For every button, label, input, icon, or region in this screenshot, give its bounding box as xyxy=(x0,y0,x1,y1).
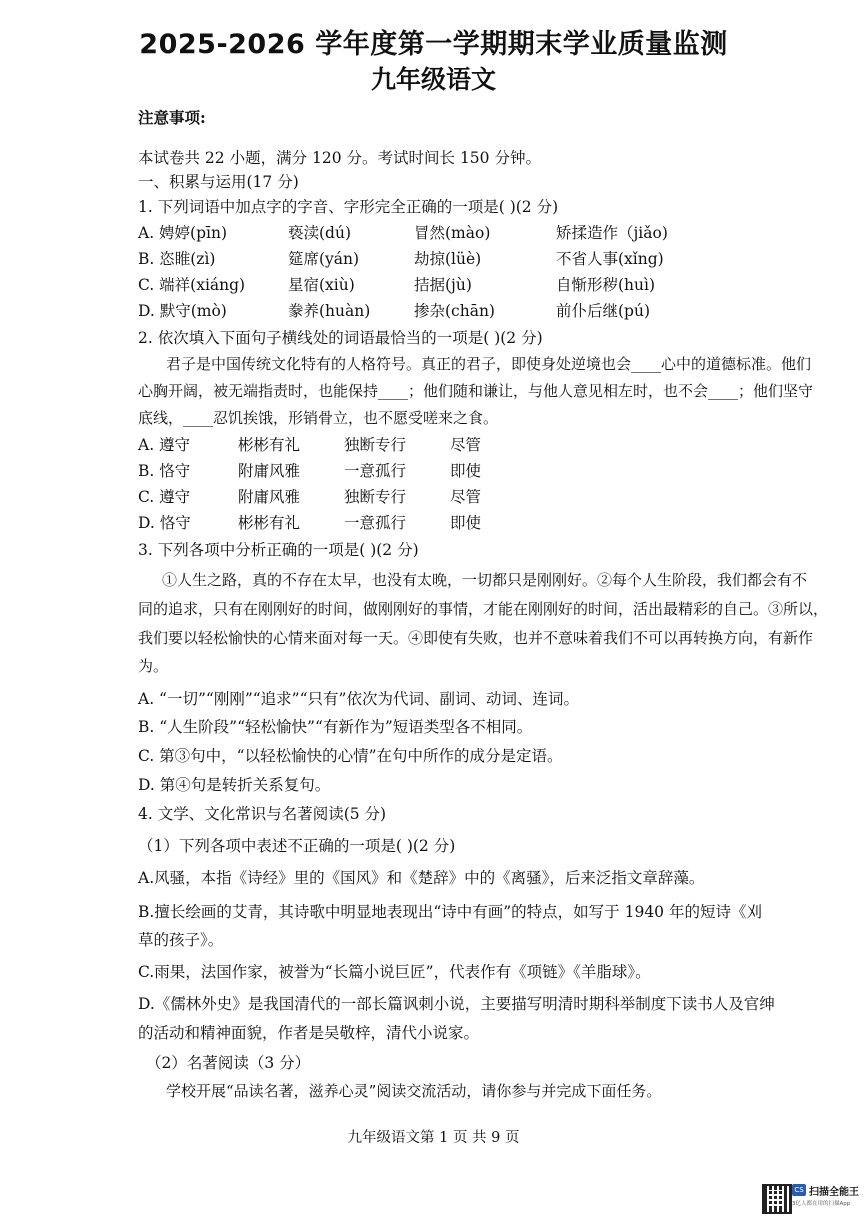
option-cell: 附庸风雅 xyxy=(238,462,301,480)
option-cell: 劫掠(lüè) xyxy=(414,250,482,268)
question-3-option-a: A. “一切”“刚刚”“追求”“只有”依次为代词、副词、动词、连词。 xyxy=(138,690,579,708)
option-cell: 拮据(jù) xyxy=(414,276,472,294)
exam-title: 2025-2026 学年度第一学期期末学业质量监测 xyxy=(139,29,728,60)
option-cell: 掺杂(chān) xyxy=(414,302,495,320)
option-cell: 彬彬有礼 xyxy=(238,436,301,454)
option-cell: 星宿(xiù) xyxy=(288,276,355,294)
question-3-passage-line: 为。 xyxy=(138,657,169,675)
question-2-passage-line: 心胸开阔，被无端指责时，也能保持____；他们随和谦让，与他人意见相左时，也不会____；他们坚守 xyxy=(138,382,814,400)
question-3-option-b: B. “人生阶段”“轻松愉快”“有新作为”短语类型各不相同。 xyxy=(138,718,533,736)
question-3-option-c: C. 第③句中，“以轻松愉快的心情”在句中所作的成分是定语。 xyxy=(138,747,563,765)
option-cell: C. 端祥(xiáng) xyxy=(138,276,246,294)
option-cell: 自惭形秽(huì) xyxy=(556,276,656,294)
question-4-sub1-option-a: A.风骚，本指《诗经》里的《国风》和《楚辞》中的《离骚》，后来泛指文章辞藻。 xyxy=(138,869,705,887)
exam-subtitle: 九年级语文 xyxy=(370,65,496,94)
qr-code-icon xyxy=(762,1184,792,1214)
question-4-sub1-option-d-cont: 的活动和精神面貌，作者是吴敬梓，清代小说家。 xyxy=(138,1024,480,1042)
question-4-sub1-option-d: D.《儒林外史》是我国清代的一部长篇讽刺小说，主要描写明清时期科举制度下读书人及官绅 xyxy=(138,995,775,1013)
option-cell: 独断专行 xyxy=(344,436,407,454)
notice-heading: 注意事项: xyxy=(138,108,206,127)
question-2-passage-line: 君子是中国传统文化特有的人格符号。真正的君子，即使身处逆境也会____心中的道德标准。他们 xyxy=(166,355,812,373)
option-cell: 即使 xyxy=(450,514,482,532)
option-cell: 附庸风雅 xyxy=(238,488,301,506)
option-cell: B. 恣睢(zì) xyxy=(138,250,216,268)
option-cell: 前仆后继(pú) xyxy=(556,302,650,320)
section-heading: 一、积累与运用(17 分) xyxy=(138,173,299,191)
option-cell: 不省人事(xǐng) xyxy=(556,250,664,268)
option-cell: 独断专行 xyxy=(344,488,407,506)
question-4-sub1-stem: （1）下列各项中表述不正确的一项是( )(2 分) xyxy=(138,837,456,855)
option-cell: B. 恪守 xyxy=(138,462,191,480)
option-cell: 尽管 xyxy=(450,488,482,506)
scanner-logo-icon: CS xyxy=(792,1184,806,1196)
option-cell: 筵席(yán) xyxy=(288,250,360,268)
option-cell: 即使 xyxy=(450,462,482,480)
option-cell: D. 恪守 xyxy=(138,514,191,532)
scanner-app-name: 扫描全能王 xyxy=(809,1187,859,1198)
question-3-option-d: D. 第④句是转折关系复句。 xyxy=(138,776,331,794)
question-3-stem: 3. 下列各项中分析正确的一项是( )(2 分) xyxy=(138,541,419,559)
question-3-passage-line: 同的追求，只有在刚刚好的时间，做刚刚好的事情，才能在刚刚好的时间，活出最精彩的自己。③所以， xyxy=(138,600,829,618)
option-cell: 彬彬有礼 xyxy=(238,514,301,532)
option-cell: 一意孤行 xyxy=(344,514,407,532)
option-cell: 冒然(mào) xyxy=(414,224,491,242)
question-2-stem: 2. 依次填入下面句子横线处的词语最恰当的一项是( )(2 分) xyxy=(138,329,543,347)
question-4-sub1-option-c: C.雨果，法国作家，被誉为“长篇小说巨匠”，代表作有《项链》《羊脂球》。 xyxy=(138,963,651,981)
option-cell: A. 娉婷(pīn) xyxy=(138,224,228,242)
question-4-sub2-text: 学校开展“品读名著，滋养心灵”阅读交流活动，请你参与并完成下面任务。 xyxy=(166,1082,662,1100)
question-3-passage-line: 我们要以轻松愉快的心情来面对每一天。④即使有失败，也并不意味着我们不可以再转换方向，有新作 xyxy=(138,629,814,647)
option-cell: 矫揉造作（jiǎo) xyxy=(556,224,668,242)
option-cell: 尽管 xyxy=(450,436,482,454)
option-cell: 豢养(huàn) xyxy=(288,302,371,320)
question-2-passage-line: 底线，____忍饥挨饿，形销骨立，也不愿受嗟来之食。 xyxy=(138,409,499,427)
option-cell: D. 默守(mò) xyxy=(138,302,227,320)
option-cell: A. 遵守 xyxy=(138,436,191,454)
question-1-stem: 1. 下列词语中加点字的字音、字形完全正确的一项是( )(2 分) xyxy=(138,198,559,216)
question-4-sub1-option-b: B.擅长绘画的艾青，其诗歌中明显地表现出“诗中有画”的特点，如写于 1940 年的短诗《刈 xyxy=(138,903,762,921)
question-3-passage-line: ①人生之路，真的不存在太早，也没有太晚，一切都只是刚刚好。②每个人生阶段，我们都会有不 xyxy=(162,571,808,589)
page-footer: 九年级语文第 1 页 共 9 页 xyxy=(347,1130,520,1146)
scanner-app-tagline: 3亿人都在用的扫描App xyxy=(792,1201,851,1207)
question-4-sub2-heading: （2）名著阅读（3 分） xyxy=(146,1054,311,1072)
notice-text: 本试卷共 22 小题，满分 120 分。考试时间长 150 分钟。 xyxy=(138,149,541,167)
option-cell: 一意孤行 xyxy=(344,462,407,480)
option-cell: C. 遵守 xyxy=(138,488,191,506)
option-cell: 亵渎(dú) xyxy=(288,224,351,242)
question-4-heading: 4. 文学、文化常识与名著阅读(5 分) xyxy=(138,805,387,823)
question-4-sub1-option-b-cont: 草的孩子》。 xyxy=(138,931,224,949)
